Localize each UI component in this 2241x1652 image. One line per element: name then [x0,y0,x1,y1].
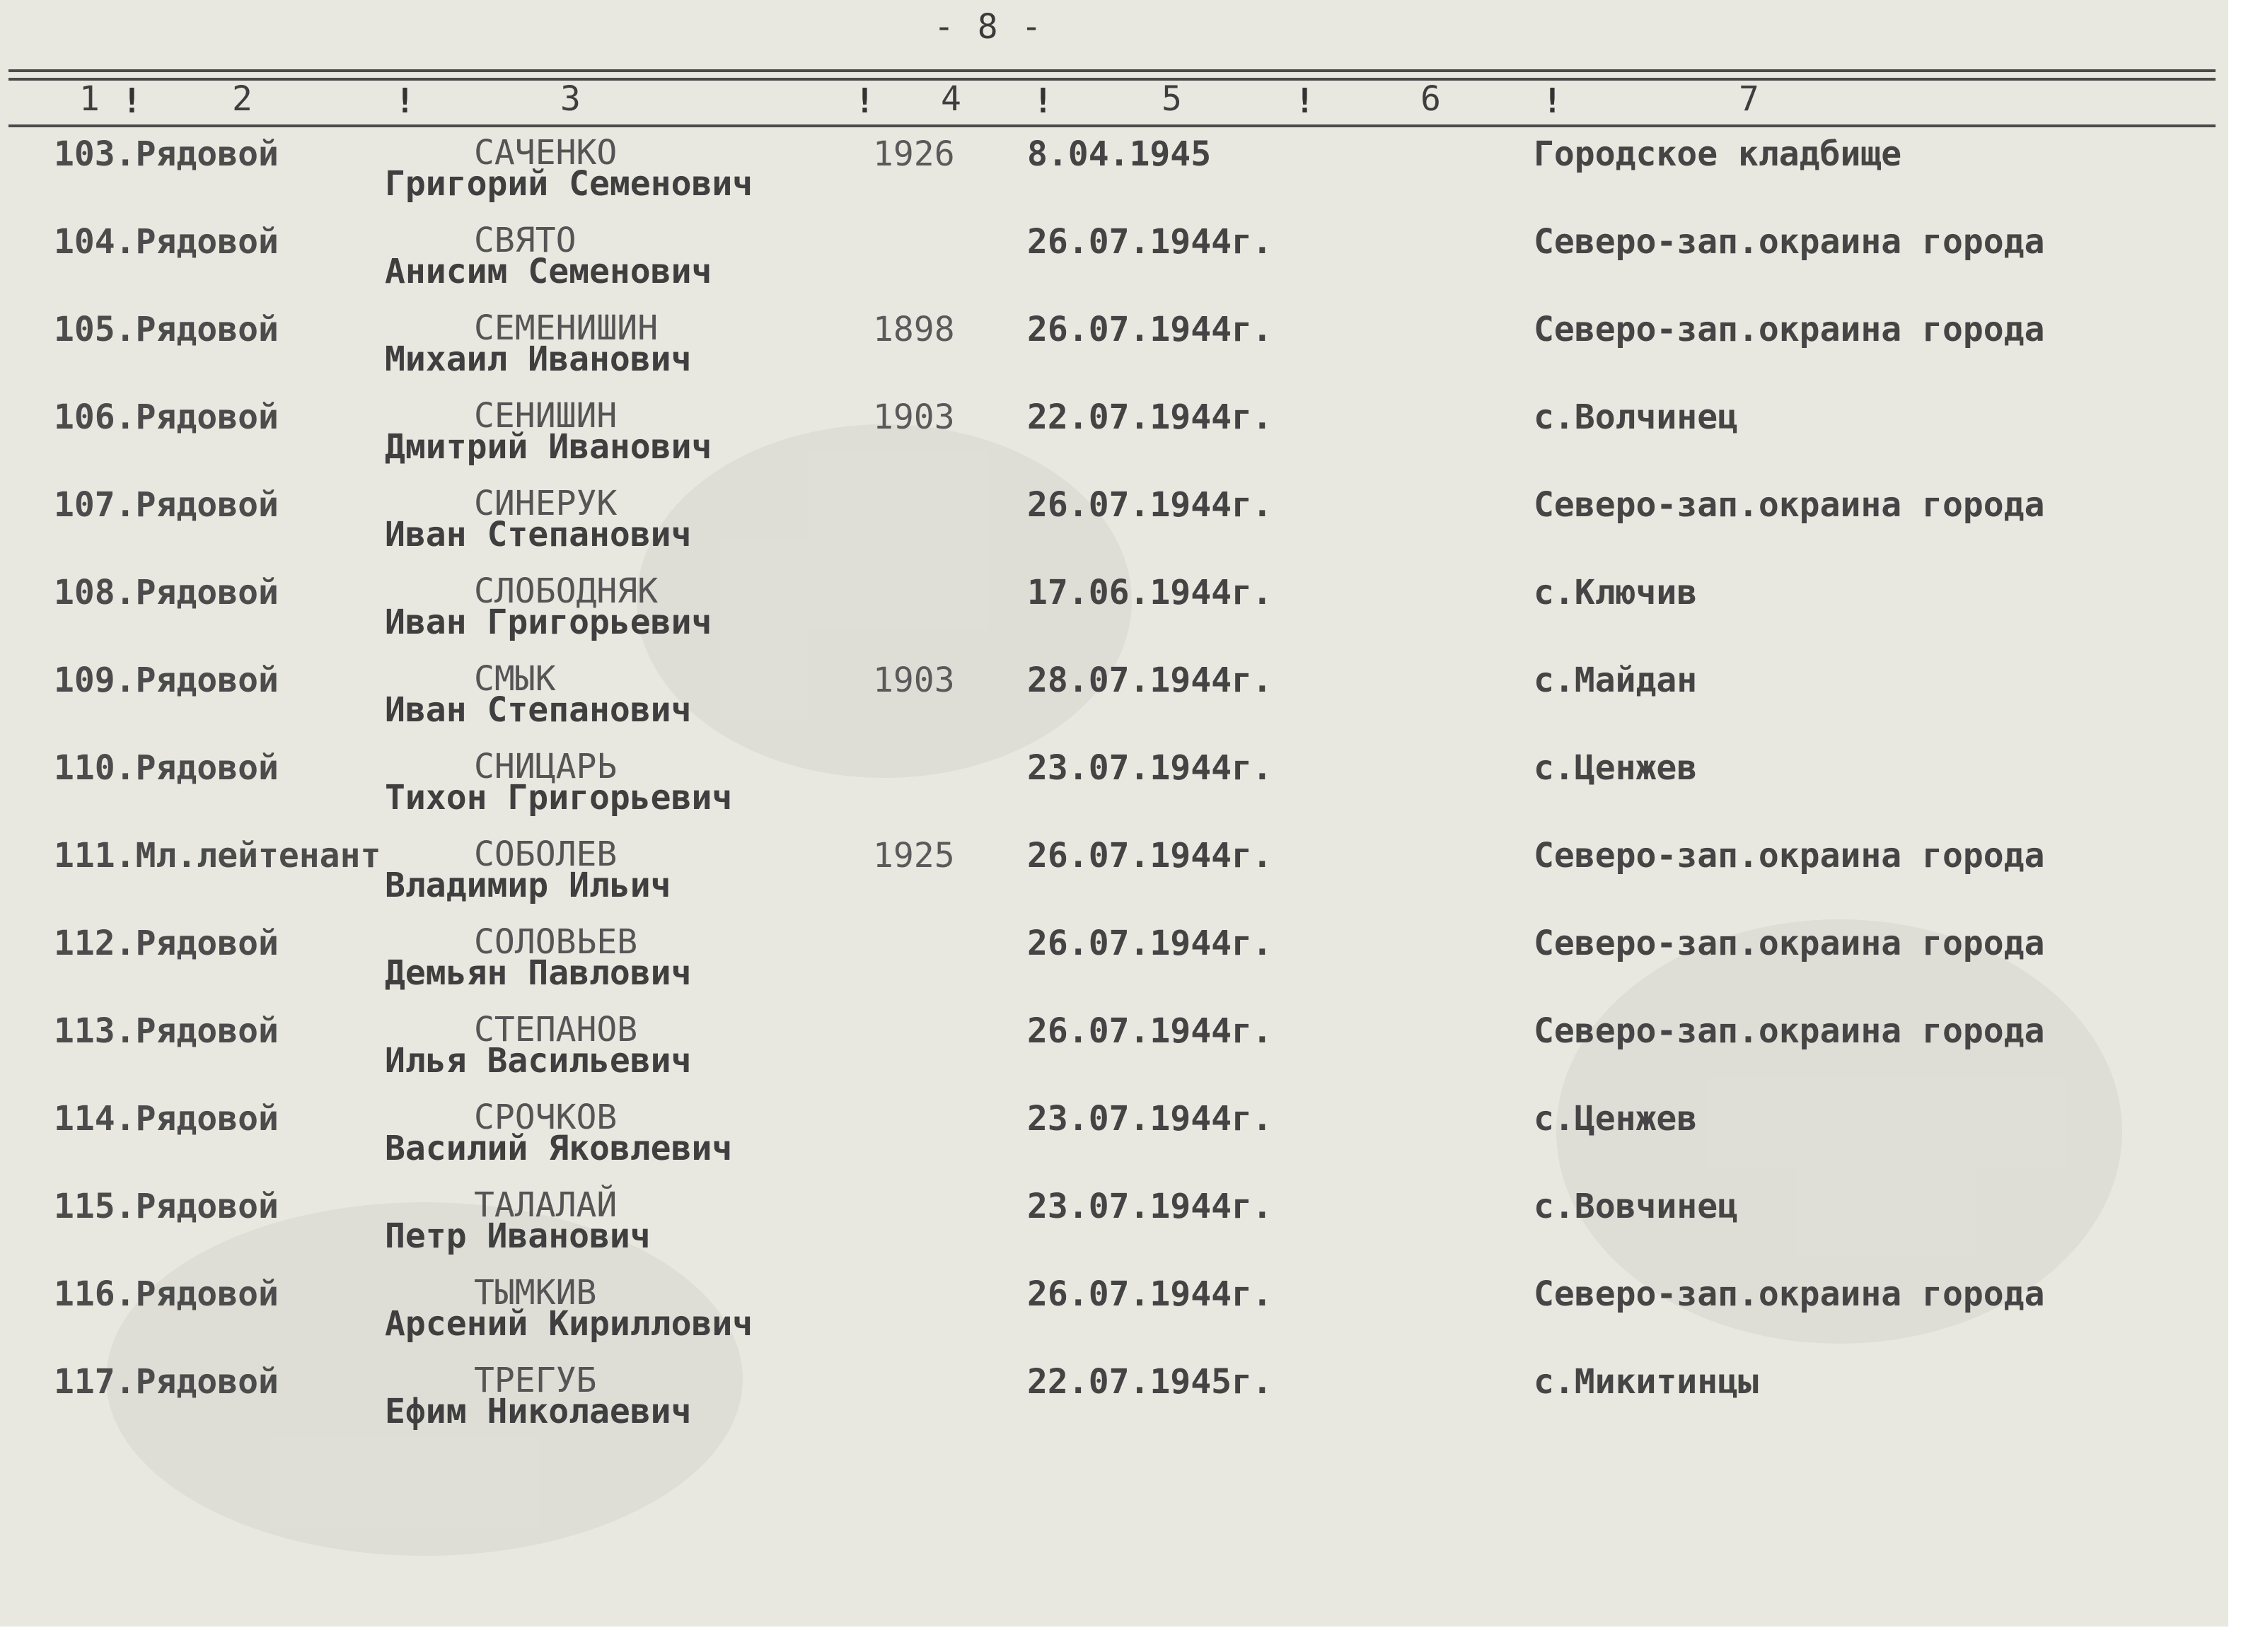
given-name-cell: Арсений Кириллович [385,1304,753,1344]
page-number: - 8 - [934,7,1043,47]
surname-cell: СМЫК [474,659,556,699]
given-name-cell: Михаил Иванович [385,339,692,379]
surname-cell: СРОЧКОВ [474,1098,618,1137]
death-date-cell: 23.07.1944г. [1027,1187,1273,1226]
burial-place-cell: Северо-зап.окраина города [1534,836,2045,876]
given-name-cell: Василий Яковлевич [385,1129,733,1168]
surname-cell: ТРЕГУБ [474,1361,597,1400]
given-name-cell: Иван Степанович [385,690,692,730]
rank-cell: 110.Рядовой [54,748,279,788]
burial-place-cell: с.Ценжев [1534,1099,1698,1139]
burial-place-cell: Городское кладбище [1534,134,1902,174]
rank-cell: 108.Рядовой [54,573,279,612]
surname-cell: ТЫМКИВ [474,1273,597,1313]
table-row [0,216,2228,304]
table-row [0,1006,2228,1093]
rank-cell: 114.Рядовой [54,1099,279,1139]
rank-cell: 107.Рядовой [54,485,279,525]
table-row [0,129,2228,216]
rank-cell: 106.Рядовой [54,397,279,437]
burial-place-cell: Северо-зап.окраина города [1534,1011,2045,1051]
death-date-cell: 26.07.1944г. [1027,310,1273,349]
death-date-cell: 26.07.1944г. [1027,836,1273,876]
column-number-3: 3 [560,79,581,119]
table-row [0,743,2228,830]
table-row [0,567,2228,655]
rank-cell: 115.Рядовой [54,1187,279,1226]
death-date-cell: 22.07.1945г. [1027,1362,1273,1402]
surname-cell: СЛОБОДНЯК [474,571,659,611]
table-row [0,392,2228,479]
given-name-cell: Иван Григорьевич [385,603,712,642]
given-name-cell: Анисим Семенович [385,252,712,291]
rank-cell: 111.Мл.лейтенант [54,836,381,876]
table-row [0,1181,2228,1269]
table-row [0,1356,2228,1444]
birth-year-cell: 1898 [873,310,955,349]
rank-cell: 109.Рядовой [54,661,279,700]
column-number-6: 6 [1420,79,1441,119]
table-row [0,655,2228,743]
surname-cell: СЕМЕНИШИН [474,308,659,348]
surname-cell: СОЛОВЬЕВ [474,922,638,962]
burial-place-cell: Северо-зап.окраина города [1534,1274,2045,1314]
column-number-7: 7 [1739,79,1759,119]
surname-cell: СВЯТО [474,221,577,260]
given-name-cell: Владимир Ильич [385,866,671,905]
rank-cell: 116.Рядовой [54,1274,279,1314]
top-rule [8,78,2216,81]
surname-cell: ТАЛАЛАЙ [474,1185,618,1225]
scan-margin [2228,0,2241,1652]
birth-year-cell: 1926 [873,134,955,174]
burial-place-cell: с.Микитинцы [1534,1362,1759,1402]
rank-cell: 105.Рядовой [54,310,279,349]
burial-place-cell: с.Вовчинец [1534,1187,1738,1226]
rank-cell: 112.Рядовой [54,924,279,963]
death-date-cell: 23.07.1944г. [1027,1099,1273,1139]
given-name-cell: Петр Иванович [385,1216,651,1256]
given-name-cell: Дмитрий Иванович [385,427,712,467]
column-number-2: 2 [232,79,253,119]
death-date-cell: 26.07.1944г. [1027,222,1273,262]
burial-place-cell: с.Ценжев [1534,748,1698,788]
birth-year-cell: 1903 [873,661,955,700]
table-row [0,918,2228,1006]
burial-place-cell: Северо-зап.окраина города [1534,485,2045,525]
column-separator: ! [1542,81,1563,121]
death-date-cell: 26.07.1944г. [1027,924,1273,963]
death-date-cell: 26.07.1944г. [1027,485,1273,525]
surname-cell: СТЕПАНОВ [474,1010,638,1049]
burial-place-cell: Северо-зап.окраина города [1534,310,2045,349]
burial-place-cell: с.Волчинец [1534,397,1738,437]
column-number-4: 4 [941,79,961,119]
given-name-cell: Демьян Павлович [385,953,692,993]
surname-cell: САЧЕНКО [474,133,618,173]
table-row [0,1093,2228,1181]
surname-cell: СИНЕРУК [474,484,618,523]
column-separator: ! [855,81,875,121]
rank-cell: 103.Рядовой [54,134,279,174]
burial-place-cell: с.Ключив [1534,573,1698,612]
given-name-cell: Ефим Николаевич [385,1392,692,1431]
surname-cell: СНИЦАРЬ [474,747,618,786]
table-row [0,1269,2228,1356]
burial-place-cell: Северо-зап.окраина города [1534,924,2045,963]
top-rule [8,69,2216,72]
given-name-cell: Григорий Семенович [385,164,753,204]
rank-cell: 104.Рядовой [54,222,279,262]
column-separator: ! [395,81,415,121]
death-date-cell: 23.07.1944г. [1027,748,1273,788]
death-date-cell: 8.04.1945 [1027,134,1212,174]
birth-year-cell: 1925 [873,836,955,876]
column-number-1: 1 [79,79,100,119]
death-date-cell: 26.07.1944г. [1027,1011,1273,1051]
table-row [0,304,2228,392]
death-date-cell: 22.07.1944г. [1027,397,1273,437]
column-separator: ! [1033,81,1053,121]
given-name-cell: Тихон Григорьевич [385,778,733,818]
table-row [0,830,2228,918]
header-rule [8,124,2216,127]
death-date-cell: 26.07.1944г. [1027,1274,1273,1314]
column-separator: ! [122,81,142,121]
column-separator: ! [1295,81,1315,121]
birth-year-cell: 1903 [873,397,955,437]
rank-cell: 113.Рядовой [54,1011,279,1051]
surname-cell: СОБОЛЕВ [474,834,618,874]
death-date-cell: 17.06.1944г. [1027,573,1273,612]
death-date-cell: 28.07.1944г. [1027,661,1273,700]
surname-cell: СЕНИШИН [474,396,618,436]
rank-cell: 117.Рядовой [54,1362,279,1402]
burial-place-cell: Северо-зап.окраина города [1534,222,2045,262]
table-row [0,479,2228,567]
given-name-cell: Иван Степанович [385,515,692,554]
burial-place-cell: с.Майдан [1534,661,1698,700]
given-name-cell: Илья Васильевич [385,1041,692,1081]
column-number-5: 5 [1162,79,1182,119]
